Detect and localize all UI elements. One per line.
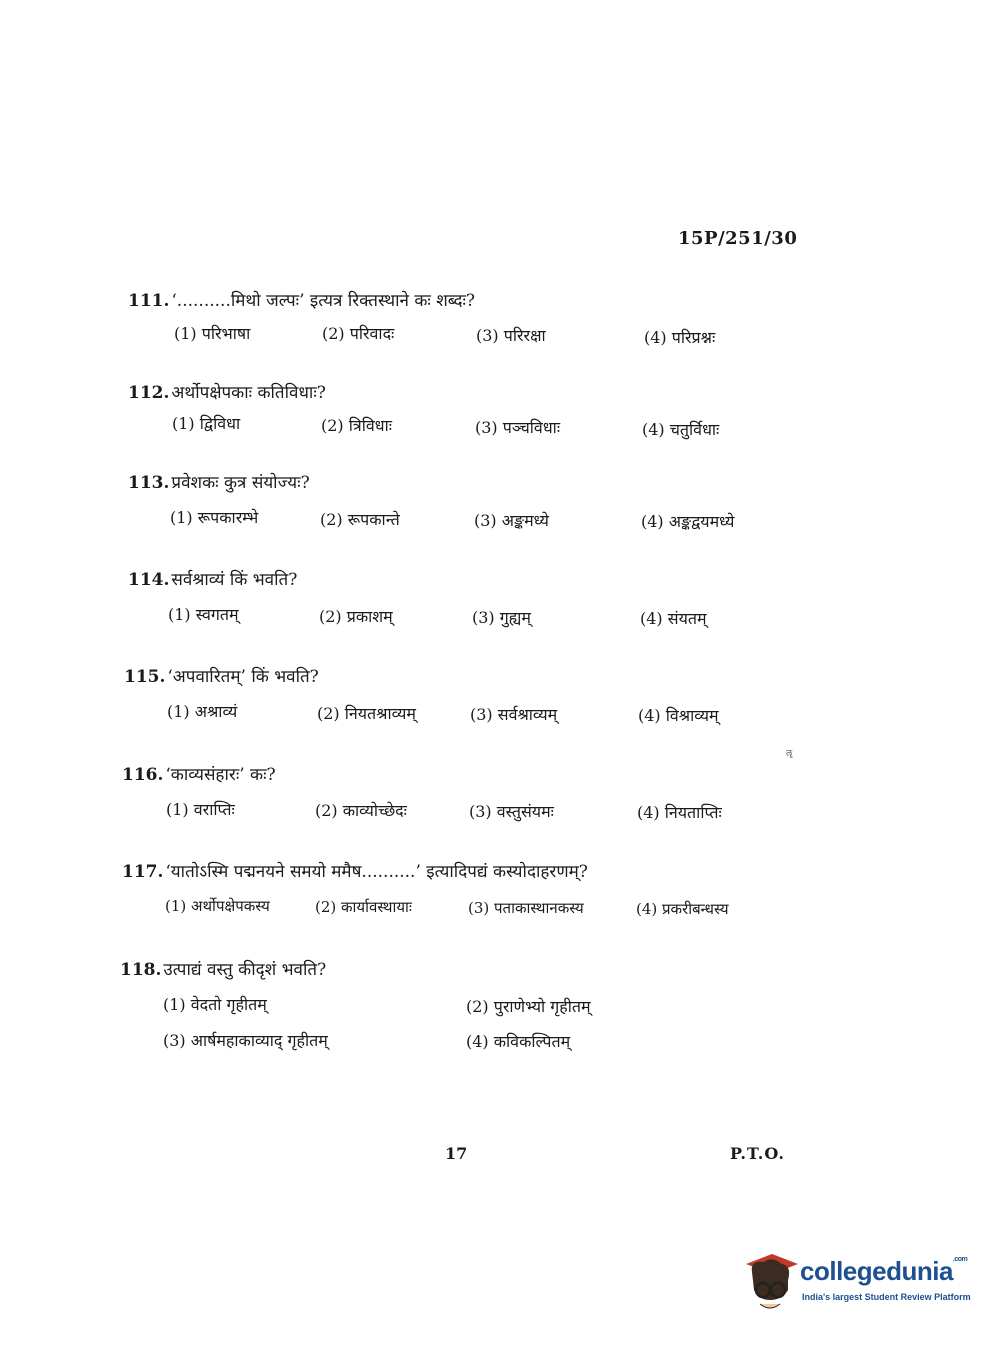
pto-label: P.T.O. (730, 1144, 785, 1163)
option: (1) वेदतो गृहीतम् (163, 995, 267, 1014)
option: (4) चतुर्विधाः (642, 420, 720, 439)
question-number: 111. (128, 291, 170, 311)
page-number: 17 (445, 1144, 468, 1163)
question-text: ‘काव्यसंहारः’ कः? (165, 765, 276, 785)
question-113 (128, 470, 310, 493)
option: (1) परिभाषा (174, 324, 251, 343)
option: (1) अर्थोपक्षेपकस्य (165, 897, 270, 915)
option: (4) प्रकरीबन्धस्य (636, 900, 729, 918)
option: (3) गुह्यम् (472, 608, 531, 627)
option: (3) परिरक्षा (476, 326, 546, 345)
option: (1) द्विविधा (172, 414, 241, 433)
option: (3) सर्वश्राव्यम् (470, 705, 558, 724)
question-number: 116. (122, 765, 164, 785)
option: (3) पञ्चविधाः (475, 418, 561, 437)
question-115 (124, 664, 319, 687)
question-111 (128, 288, 475, 311)
stray-mark: ॡ (786, 749, 793, 759)
option: (1) अश्राव्यं (167, 702, 238, 721)
option: (1) स्वगतम् (168, 605, 239, 624)
question-text: ‘..........मिथो जल्पः’ इत्यत्र रिक्तस्थाने कः शब्दः? (171, 291, 476, 311)
option: (4) संयतम् (640, 609, 707, 628)
option: (2) रूपकान्ते (320, 510, 400, 529)
question-text: सर्वश्राव्यं किं भवति? (171, 570, 298, 590)
question-114 (128, 567, 297, 590)
option: (2) काव्योच्छेदः (315, 801, 407, 820)
collegedunia-logo (742, 1250, 972, 1314)
option: (2) पुराणेभ्यो गृहीतम् (466, 997, 591, 1016)
question-text: अर्थोपक्षेपकाः कतिविधाः? (171, 383, 326, 403)
option: (2) कार्यावस्थायाः (315, 898, 412, 916)
question-116 (122, 762, 276, 785)
mascot-icon (742, 1250, 800, 1314)
question-112 (128, 380, 326, 403)
question-text: ‘यातोऽस्मि पद्मनयने समयो ममैष..........’ इत्यादिपद्यं कस्योदाहरणम्? (165, 862, 588, 882)
question-text: ‘अपवारितम्’ किं भवति? (167, 667, 319, 687)
option: (2) त्रिविधाः (321, 416, 392, 435)
option: (3) अङ्कमध्ये (474, 511, 549, 530)
option: (3) आर्षमहाकाव्याद् गृहीतम् (163, 1031, 328, 1050)
option: (1) रूपकारम्भे (170, 508, 259, 527)
brand-name (800, 1256, 967, 1287)
question-number: 113. (128, 473, 170, 493)
option: (2) परिवादः (322, 324, 395, 343)
option: (2) प्रकाशम् (319, 607, 393, 626)
question-text: प्रवेशकः कुत्र संयोज्यः? (171, 473, 310, 493)
option: (4) विश्राव्यम् (638, 706, 719, 725)
option: (3) पताकास्थानकस्य (468, 899, 584, 917)
question-117 (122, 859, 588, 882)
paper-code: 15P/251/30 (678, 228, 798, 249)
question-number: 118. (120, 960, 162, 980)
option: (4) अङ्कद्वयमध्ये (641, 512, 735, 531)
question-number: 115. (124, 667, 166, 687)
question-118 (120, 957, 326, 980)
option: (2) नियतश्राव्यम् (317, 704, 416, 723)
option: (4) नियताप्तिः (637, 803, 722, 822)
option: (3) वस्तुसंयमः (469, 802, 554, 821)
question-text: उत्पाद्यं वस्तु कीदृशं भवति? (163, 960, 327, 980)
option: (4) परिप्रश्नः (644, 328, 716, 347)
question-number: 112. (128, 383, 170, 403)
brand-com: .com (952, 1256, 968, 1263)
question-number: 114. (128, 570, 170, 590)
brand-tagline: India's largest Student Review Platform (802, 1292, 971, 1302)
brand-text: collegedunia (800, 1256, 953, 1286)
option: (1) वराप्तिः (166, 800, 235, 819)
question-number: 117. (122, 862, 164, 882)
option: (4) कविकल्पितम् (466, 1032, 571, 1051)
